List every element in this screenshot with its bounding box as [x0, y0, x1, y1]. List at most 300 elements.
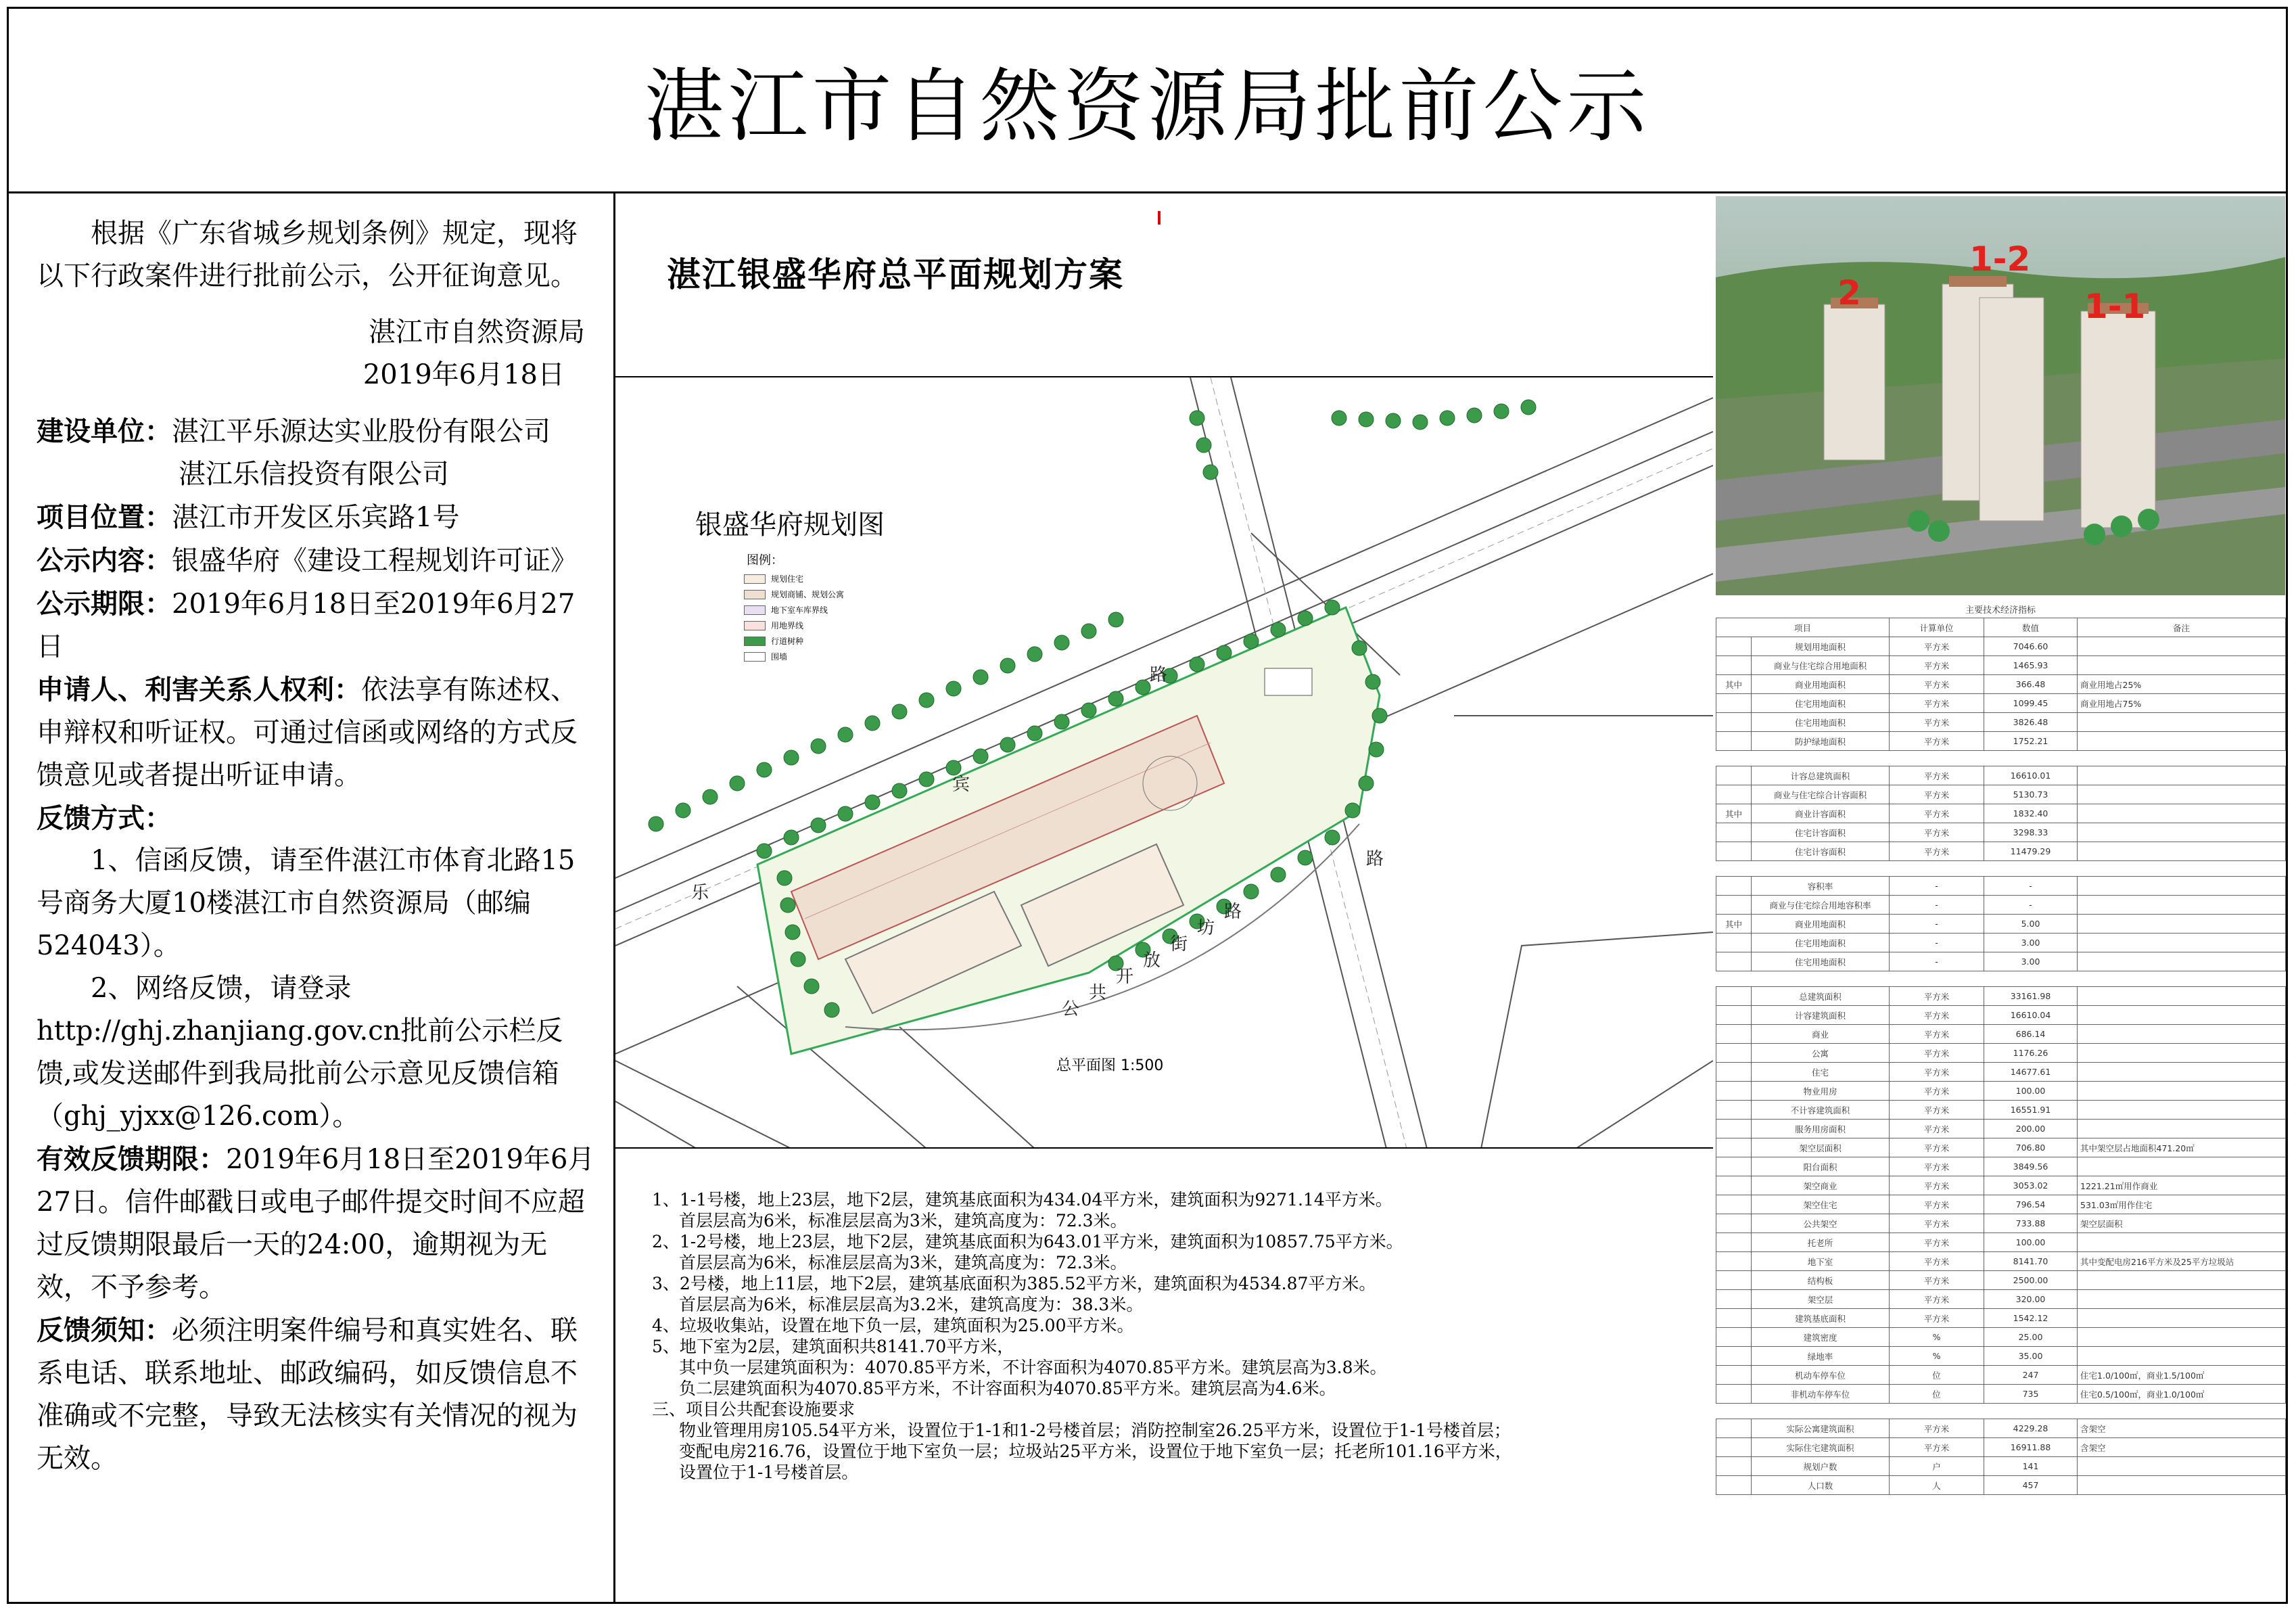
- table-cell: 3.00: [1984, 934, 2078, 952]
- rights-label: 申请人、利害关系人权利：: [37, 674, 361, 706]
- table-cell: 平方米: [1890, 713, 1984, 732]
- table-cell: [1716, 1157, 1752, 1176]
- location: 湛江市开发区乐宾路1号: [172, 502, 460, 533]
- table-row: [1716, 1120, 2286, 1138]
- table-cell: [2078, 823, 2286, 842]
- table-cell: 含架空: [2078, 1438, 2286, 1457]
- table-row: [1716, 896, 2286, 915]
- table-cell: 平方米: [1890, 823, 1984, 842]
- table-cell: 4229.28: [1984, 1419, 2078, 1438]
- table-row: [1716, 1271, 2286, 1290]
- table-cell: -: [1984, 896, 2078, 915]
- valid: 2019年6月18日至2019年6月27日。信件邮戳日或电子邮件提交时间不应超过反馈期限最后一天的24:00，逾期视为无效，不予参考。: [37, 1144, 595, 1303]
- table-cell: 33161.98: [1984, 987, 2078, 1006]
- table-row: [1716, 1252, 2286, 1271]
- rendering-image: [1716, 196, 2285, 595]
- notice-text-column: [7, 193, 615, 1604]
- table-row: [1716, 1347, 2286, 1366]
- table-row: [1716, 1138, 2286, 1157]
- note-line: 首层层高为6米，标准层层高为3米，建筑高度为：72.3米。: [679, 1253, 1127, 1272]
- table-row: [1716, 1063, 2286, 1082]
- table-cell: 平方米: [1890, 1176, 1984, 1195]
- table-cell: 架空层: [1752, 1290, 1890, 1309]
- table-cell: [1890, 971, 1984, 987]
- table-cell: [2078, 1063, 2286, 1082]
- table-cell: [1716, 1404, 1752, 1419]
- table-cell: 平方米: [1890, 675, 1984, 694]
- table-cell: [2078, 1157, 2286, 1176]
- table-cell: [2078, 896, 2286, 915]
- table-cell: [2078, 732, 2286, 751]
- table-cell: [1752, 971, 1890, 987]
- table-cell: 建筑基底面积: [1752, 1309, 1890, 1328]
- site-plan: [615, 377, 1713, 1149]
- table-cell: 其中: [1716, 804, 1752, 823]
- scale-label: 总平面图 1:500: [1056, 1057, 1164, 1074]
- table-row: [1716, 656, 2286, 675]
- table-cell: 141: [1984, 1457, 2078, 1476]
- table-row: [1716, 1328, 2286, 1347]
- road-label-gong2: 共: [1089, 983, 1107, 1003]
- legend-item: 围墙: [744, 649, 844, 664]
- notice: 必须注明案件编号和真实姓名、联系电话、联系地址、邮政编码，如反馈信息不准确或不完整，导致无法核实有关情况的视为无效。: [37, 1315, 578, 1474]
- table-cell: 实际住宅建筑面积: [1752, 1438, 1890, 1457]
- table-cell: 总建筑面积: [1752, 987, 1890, 1006]
- content: 银盛华府《建设工程规划许可证》: [172, 545, 578, 576]
- table-cell: 平方米: [1890, 766, 1984, 785]
- table-cell: [1716, 1082, 1752, 1101]
- table-cell: 16551.91: [1984, 1101, 2078, 1120]
- table-row: [1716, 1176, 2286, 1195]
- table-cell: [2078, 1271, 2286, 1290]
- table-cell: 16610.04: [1984, 1006, 2078, 1025]
- table-cell: [1716, 861, 1752, 877]
- table-row: [1716, 751, 2286, 766]
- table-row: [1716, 1309, 2286, 1328]
- table-cell: [2078, 713, 2286, 732]
- table-cell: [2078, 1025, 2286, 1044]
- table-cell: [1716, 1328, 1752, 1347]
- table-cell: [2078, 637, 2286, 656]
- table-cell: [2078, 785, 2286, 804]
- table-cell: 7046.60: [1984, 637, 2078, 656]
- note-line: 1、1-1号楼，地上23层，地下2层，建筑基底面积为434.04平方米，建筑面积为9271.14平方米。: [652, 1190, 1392, 1210]
- table-row: [1716, 877, 2286, 896]
- table-cell: [1716, 656, 1752, 675]
- table-cell: 平方米: [1890, 1120, 1984, 1138]
- table-cell: 706.80: [1984, 1138, 2078, 1157]
- table-cell: 架空住宅: [1752, 1195, 1890, 1214]
- table-cell: 5130.73: [1984, 785, 2078, 804]
- legend-item: 地下室车库界线: [744, 602, 844, 618]
- table-cell: [1890, 1404, 1984, 1419]
- table-cell: 商业计容面积: [1752, 804, 1890, 823]
- table-cell: 容积率: [1752, 877, 1890, 896]
- legend-title: 图例：: [747, 553, 783, 568]
- table-row: [1716, 1101, 2286, 1120]
- table-cell: [1716, 1366, 1752, 1385]
- notice-line: [37, 1309, 599, 1480]
- table-cell: 平方米: [1890, 842, 1984, 861]
- issue-date: 2019年6月18日: [362, 359, 565, 390]
- table-cell: [1716, 637, 1752, 656]
- table-cell: 平方米: [1890, 1309, 1984, 1328]
- table-cell: [1752, 751, 1890, 766]
- builder-1: 湛江平乐源达实业股份有限公司: [172, 416, 550, 447]
- location-label: 项目位置：: [37, 501, 172, 533]
- table-row: [1716, 842, 2286, 861]
- table-cell: [1716, 823, 1752, 842]
- table-cell: [1716, 1195, 1752, 1214]
- table-cell: 457: [1984, 1476, 2078, 1495]
- note-line: 4、垃圾收集站，设置在地下负一层，建筑面积为25.00平方米。: [652, 1316, 1134, 1335]
- table-cell: [1716, 713, 1752, 732]
- table-cell: [1716, 1385, 1752, 1404]
- table-cell: [1716, 1309, 1752, 1328]
- table-cell: 平方米: [1890, 1006, 1984, 1025]
- road-label-fang: 放: [1143, 950, 1161, 971]
- table-cell: [1716, 1290, 1752, 1309]
- table-cell: 平方米: [1890, 1252, 1984, 1271]
- table-cell: [2078, 1082, 2286, 1101]
- table-cell: [1716, 1006, 1752, 1025]
- table-cell: 非机动车停车位: [1752, 1385, 1890, 1404]
- table-cell: [1716, 1176, 1752, 1195]
- table-cell: [1716, 1138, 1752, 1157]
- header-cell: 项目: [1716, 618, 1890, 637]
- table-cell: [1716, 1063, 1752, 1082]
- table-cell: 平方米: [1890, 1419, 1984, 1438]
- table-row: [1716, 713, 2286, 732]
- table-cell: 住宅0.5/100㎡，商业1.0/100㎡: [2078, 1385, 2286, 1404]
- table-cell: 其中: [1716, 915, 1752, 934]
- table-cell: 平方米: [1890, 656, 1984, 675]
- table-cell: [2078, 1328, 2286, 1347]
- table-cell: [1716, 1120, 1752, 1138]
- table-cell: 16911.88: [1984, 1438, 2078, 1457]
- road-label-lu2: 路: [1224, 902, 1242, 922]
- table-cell: [2078, 952, 2286, 971]
- feedback-3: http://ghj.zhanjiang.gov.cn批前公示栏反馈,或发送邮件到我局批前公示意见反馈信箱（ghj_yjxx@126.com）。: [37, 1015, 563, 1132]
- period-label: 公示期限：: [37, 588, 172, 620]
- table-row: [1716, 1044, 2286, 1063]
- table-cell: [1716, 877, 1752, 896]
- table-cell: [1716, 732, 1752, 751]
- table-cell: 住宅用地面积: [1752, 694, 1890, 713]
- table-cell: 商业用地面积: [1752, 915, 1890, 934]
- table-cell: [1716, 785, 1752, 804]
- table-cell: [1716, 1214, 1752, 1233]
- note-line: 变配电房216.76，设置位于地下室负一层；垃圾站25平方米，设置位于地下室负一层；托老所101.16平方米，: [679, 1442, 1512, 1461]
- legend-item: 规划商铺、规划公寓: [744, 586, 844, 602]
- scheme-title: 湛江银盛华府总平面规划方案: [667, 255, 1124, 294]
- table-cell: [1716, 1101, 1752, 1120]
- valid-line: [37, 1138, 599, 1309]
- table-cell: [2078, 804, 2286, 823]
- builder-label: 建设单位：: [37, 415, 172, 447]
- table-cell: 平方米: [1890, 637, 1984, 656]
- legend-item: 用地界线: [744, 618, 844, 633]
- table-cell: [1752, 861, 1890, 877]
- table-cell: -: [1890, 915, 1984, 934]
- table-row: [1716, 1385, 2286, 1404]
- table-cell: [1716, 987, 1752, 1006]
- table-cell: 住宅1.0/100㎡，商业1.5/100㎡: [2078, 1366, 2286, 1385]
- table-cell: [2078, 877, 2286, 896]
- road-label-bin: 宾: [952, 775, 970, 795]
- table-cell: 1832.40: [1984, 804, 2078, 823]
- table-cell: 住宅计容面积: [1752, 823, 1890, 842]
- road-label-jie: 街: [1170, 934, 1188, 954]
- table-row: [1716, 1457, 2286, 1476]
- table-cell: 平方米: [1890, 1290, 1984, 1309]
- table-cell: 平方米: [1890, 1214, 1984, 1233]
- note-line: 首层层高为6米，标准层层高为3.2米，建筑高度为：38.3米。: [679, 1295, 1144, 1314]
- table-cell: 住宅: [1752, 1063, 1890, 1082]
- table-cell: 架空层面积: [2078, 1214, 2286, 1233]
- road-label-kai: 开: [1116, 967, 1134, 987]
- table-cell: 商业: [1752, 1025, 1890, 1044]
- road-label-east: 路: [1366, 849, 1384, 869]
- table-cell: [1716, 1044, 1752, 1063]
- map-title: 银盛华府规划图: [695, 509, 885, 540]
- table-cell: 防护绿地面积: [1752, 732, 1890, 751]
- table-cell: 733.88: [1984, 1214, 2078, 1233]
- table-cell: 2500.00: [1984, 1271, 2078, 1290]
- table-cell: 3298.33: [1984, 823, 2078, 842]
- table-cell: [1716, 1457, 1752, 1476]
- table-cell: 计容总建筑面积: [1752, 766, 1890, 785]
- table-cell: 平方米: [1890, 694, 1984, 713]
- road-label-le: 乐: [691, 883, 709, 903]
- table-cell: [1716, 1271, 1752, 1290]
- table-cell: [1752, 1404, 1890, 1419]
- table-cell: 796.54: [1984, 1195, 2078, 1214]
- table-cell: [2078, 1101, 2286, 1120]
- table-row: [1716, 694, 2286, 713]
- table-cell: 平方米: [1890, 1195, 1984, 1214]
- table-row: [1716, 934, 2286, 952]
- period-line: [37, 582, 599, 668]
- table-cell: 商业与住宅综合用地面积: [1752, 656, 1890, 675]
- table-row: [1716, 1438, 2286, 1457]
- table-cell: 商业与住宅综合用地容积率: [1752, 896, 1890, 915]
- table-cell: 5.00: [1984, 915, 2078, 934]
- table-cell: [2078, 861, 2286, 877]
- table-row: [1716, 971, 2286, 987]
- table-cell: 建筑密度: [1752, 1328, 1890, 1347]
- table-cell: 1542.12: [1984, 1309, 2078, 1328]
- table-cell: 100.00: [1984, 1233, 2078, 1252]
- table-cell: 平方米: [1890, 1025, 1984, 1044]
- table-cell: -: [1890, 934, 1984, 952]
- table-cell: [1716, 694, 1752, 713]
- table-cell: 8141.70: [1984, 1252, 2078, 1271]
- table-cell: [1716, 766, 1752, 785]
- table-cell: [2078, 1006, 2286, 1025]
- table-cell: 1176.26: [1984, 1044, 2078, 1063]
- table-row: [1716, 1404, 2286, 1419]
- legend-item: 行道树种: [744, 633, 844, 649]
- table-cell: 平方米: [1890, 1101, 1984, 1120]
- table-row: [1716, 1214, 2286, 1233]
- tower-label-1-1: 1-1: [2084, 287, 2146, 326]
- table-cell: 200.00: [1984, 1120, 2078, 1138]
- table-cell: 规划用地面积: [1752, 637, 1890, 656]
- table-cell: [1716, 896, 1752, 915]
- table-cell: 位: [1890, 1385, 1984, 1404]
- table-cell: 平方米: [1890, 987, 1984, 1006]
- economic-indicators: [1716, 604, 2285, 1604]
- table-row: [1716, 732, 2286, 751]
- table-cell: %: [1890, 1328, 1984, 1347]
- table-row: [1716, 1082, 2286, 1101]
- table-cell: 320.00: [1984, 1290, 2078, 1309]
- table-cell: 平方米: [1890, 785, 1984, 804]
- table-cell: 平方米: [1890, 1063, 1984, 1082]
- table-cell: 住宅用地面积: [1752, 934, 1890, 952]
- table-cell: 平方米: [1890, 804, 1984, 823]
- table-row: [1716, 987, 2286, 1006]
- table-cell: [1716, 1438, 1752, 1457]
- table-cell: [2078, 1309, 2286, 1328]
- table-cell: 公共架空: [1752, 1214, 1890, 1233]
- feedback-2: 2、网络反馈，请登录: [91, 973, 352, 1004]
- notice-label: 反馈须知：: [37, 1314, 172, 1346]
- table-cell: [2078, 1290, 2286, 1309]
- table-cell: [1716, 1025, 1752, 1044]
- table-cell: 户: [1890, 1457, 1984, 1476]
- table-cell: [1716, 934, 1752, 952]
- table-cell: -: [1890, 877, 1984, 896]
- table-cell: 1099.45: [1984, 694, 2078, 713]
- note-line: 物业管理用房105.54平方米，设置位于1-1和1-2号楼首层；消防控制室26.25平方米，设置位于1-1号楼首层；: [679, 1421, 1511, 1440]
- table-cell: [1984, 1404, 2078, 1419]
- rights: 依法享有陈述权、申辩权和听证权。可通过信函或网络的方式反馈意见或者提出听证申请。: [37, 674, 578, 791]
- table-body: [1716, 637, 2286, 1495]
- table-title: 主要技术经济指标: [1965, 605, 2036, 616]
- table-cell: [1716, 952, 1752, 971]
- table-cell: 其中变配电房216平方米及25平方垃圾站: [2078, 1252, 2286, 1271]
- road-label-gong: 公: [1062, 999, 1080, 1019]
- header-cell: 计算单位: [1890, 618, 1984, 637]
- table-cell: [2078, 1233, 2286, 1252]
- note-line: 三、项目公共配套设施要求: [652, 1400, 856, 1419]
- table-cell: 平方米: [1890, 1082, 1984, 1101]
- table-cell: 地下室: [1752, 1252, 1890, 1271]
- table-cell: 1221.21㎡用作商业: [2078, 1176, 2286, 1195]
- table-cell: 1752.21: [1984, 732, 2078, 751]
- indicators-table: [1716, 618, 2286, 1495]
- table-cell: 35.00: [1984, 1347, 2078, 1366]
- table-cell: [2078, 1404, 2286, 1419]
- table-row: [1716, 1366, 2286, 1385]
- table-cell: 含架空: [2078, 1419, 2286, 1438]
- table-cell: [2078, 751, 2286, 766]
- feedback-1: 1、信函反馈，请至件湛江市体育北路15号商务大厦10楼湛江市自然资源局（邮编524043）。: [37, 845, 576, 961]
- table-row: [1716, 1233, 2286, 1252]
- table-cell: 商业与住宅综合计容面积: [1752, 785, 1890, 804]
- issuer: 湛江市自然资源局: [369, 317, 585, 348]
- table-row: [1716, 1025, 2286, 1044]
- table-cell: 不计容建筑面积: [1752, 1101, 1890, 1120]
- note-line: 其中负一层建筑面积为：4070.85平方米，不计容面积为4070.85平方米。建筑层高为3.8米。: [679, 1358, 1387, 1377]
- table-cell: 531.03㎡用作住宅: [2078, 1195, 2286, 1214]
- red-mark: [1158, 211, 1161, 225]
- table-cell: 商业用地面积: [1752, 675, 1890, 694]
- table-cell: [2078, 1044, 2286, 1063]
- note-line: 首层层高为6米，标准层层高为3米，建筑高度为：72.3米。: [679, 1211, 1127, 1230]
- builder-line: [37, 410, 599, 453]
- building-notes: [615, 1149, 1713, 1604]
- period: 2019年6月18日至2019年6月27日: [37, 589, 576, 662]
- legend-item: 规划住宅: [744, 571, 844, 586]
- table-cell: 托老所: [1752, 1233, 1890, 1252]
- table-cell: 绿地率: [1752, 1347, 1890, 1366]
- location-line: [37, 496, 599, 539]
- table-cell: [1716, 971, 1752, 987]
- table-cell: [2078, 1457, 2286, 1476]
- table-cell: 架空层面积: [1752, 1138, 1890, 1157]
- table-row: [1716, 1290, 2286, 1309]
- table-cell: 其中: [1716, 675, 1752, 694]
- table-row: [1716, 1476, 2286, 1495]
- table-cell: -: [1890, 952, 1984, 971]
- table-cell: 人: [1890, 1476, 1984, 1495]
- table-cell: [1716, 1419, 1752, 1438]
- table-cell: [2078, 656, 2286, 675]
- road-label-lu: 路: [1150, 665, 1168, 685]
- table-row: [1716, 861, 2286, 877]
- table-cell: [2078, 915, 2286, 934]
- table-cell: [2078, 1347, 2286, 1366]
- table-cell: 14677.61: [1984, 1063, 2078, 1082]
- table-row: [1716, 1157, 2286, 1176]
- tower-label-2: 2: [1837, 273, 1861, 313]
- table-cell: -: [1890, 896, 1984, 915]
- content-line: [37, 539, 599, 582]
- table-cell: 实际公寓建筑面积: [1752, 1419, 1890, 1438]
- table-cell: [1716, 1476, 1752, 1495]
- table-cell: 商业用地占75%: [2078, 694, 2286, 713]
- table-cell: [1716, 842, 1752, 861]
- builder-2: 湛江乐信投资有限公司: [179, 459, 449, 490]
- table-cell: 其中架空层占地面积471.20㎡: [2078, 1138, 2286, 1157]
- table-cell: 3053.02: [1984, 1176, 2078, 1195]
- table-cell: 平方米: [1890, 1044, 1984, 1063]
- table-cell: [1716, 751, 1752, 766]
- table-cell: 规划户数: [1752, 1457, 1890, 1476]
- table-cell: 住宅用地面积: [1752, 952, 1890, 971]
- table-cell: 机动车停车位: [1752, 1366, 1890, 1385]
- table-cell: [2078, 766, 2286, 785]
- table-cell: 平方米: [1890, 1233, 1984, 1252]
- table-cell: 平方米: [1890, 1438, 1984, 1457]
- table-row: [1716, 1419, 2286, 1438]
- note-line: 设置位于1-1号楼首层。: [679, 1463, 859, 1482]
- note-line: 5、地下室为2层，建筑面积共8141.70平方米，: [652, 1337, 1014, 1356]
- table-cell: %: [1890, 1347, 1984, 1366]
- table-cell: 结构板: [1752, 1271, 1890, 1290]
- table-cell: 686.14: [1984, 1025, 2078, 1044]
- table-cell: 物业用房: [1752, 1082, 1890, 1101]
- table-cell: [2078, 1476, 2286, 1495]
- table-row: [1716, 785, 2286, 804]
- table-cell: 服务用房面积: [1752, 1120, 1890, 1138]
- table-cell: 735: [1984, 1385, 2078, 1404]
- content-label: 公示内容：: [37, 545, 172, 576]
- road-label-fang2: 坊: [1197, 918, 1215, 938]
